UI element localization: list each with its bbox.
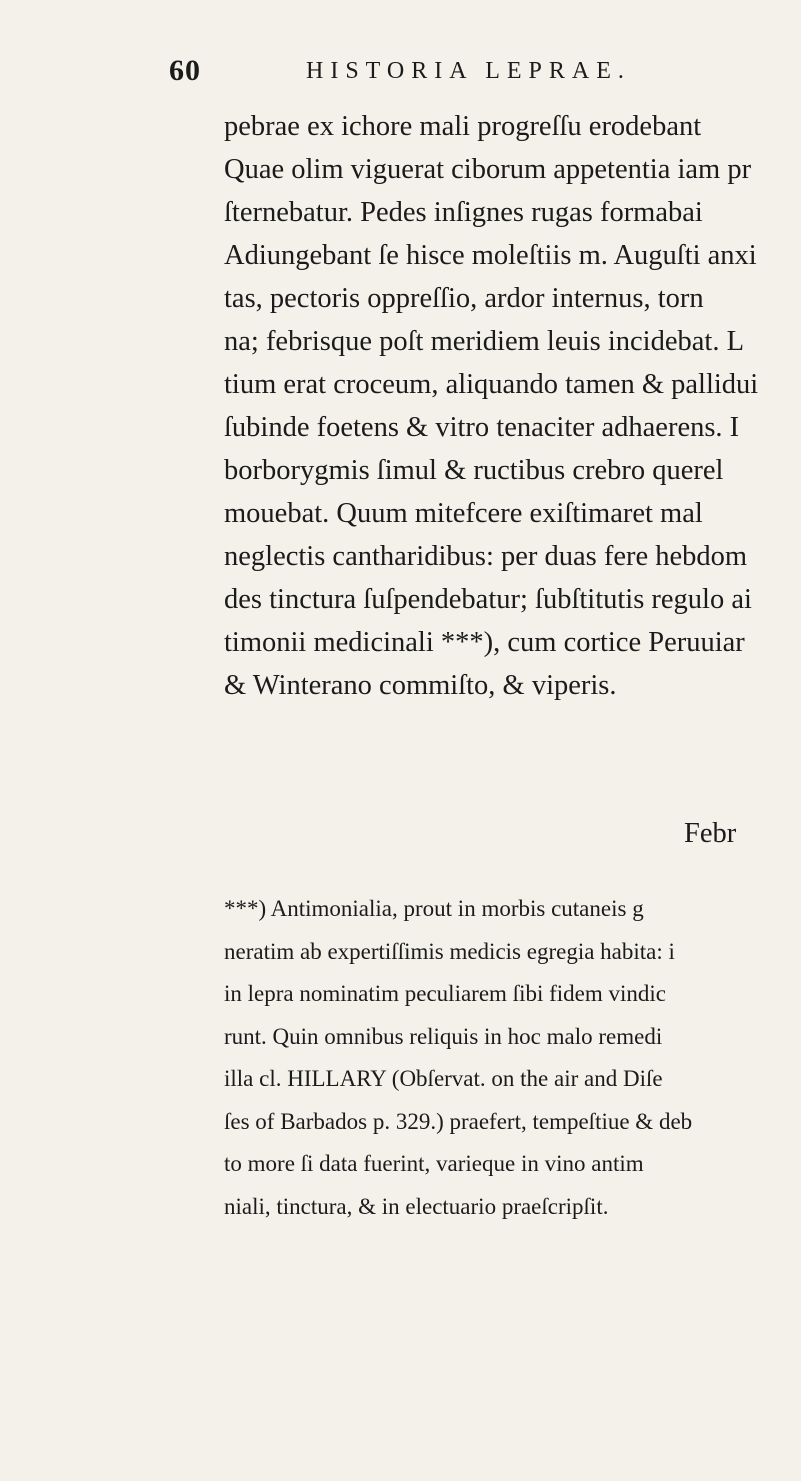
- footnote-line: niali, tinctura, & in electuario praeſcripſit.: [224, 1193, 609, 1219]
- footnote: [224, 888, 801, 1228]
- page-header: [0, 54, 801, 94]
- body-line: Adiungebant ſe hisce moleſtiis m. Auguſti anxi: [224, 240, 757, 271]
- footnote-line: illa cl. HILLARY (Obſervat. on the air and Diſe: [224, 1066, 663, 1091]
- body-line: na; febrisque poſt meridiem leuis incidebat. L: [224, 326, 744, 357]
- body-line: timonii medicinali ***), cum cortice Peruuiar: [224, 627, 745, 658]
- page-number: 60: [169, 54, 201, 87]
- body-line: des tinctura ſuſpendebatur; ſubſtitutis regulo ai: [224, 584, 752, 615]
- footnote-line: to more ſi data fuerint, varieque in vino antim: [224, 1151, 644, 1176]
- footnote-line: ſes of Barbados p. 329.) praefert, tempeſtiue & deb: [224, 1108, 693, 1134]
- body-line: borborygmis ſimul & ructibus crebro querel: [224, 455, 724, 486]
- body-line: neglectis cantharidibus: per duas fere hebdom: [224, 541, 748, 572]
- footnote-line: ***) Antimonialia, prout in morbis cutaneis g: [224, 896, 644, 921]
- body-line: & Winterano commiſto, & viperis.: [224, 670, 617, 701]
- body-line: Quae olim viguerat ciborum appetentia iam pr: [224, 154, 752, 185]
- footnote-line: in lepra nominatim peculiarem ſibi fidem vindic: [224, 981, 666, 1006]
- body-line: ſubinde foetens & vitro tenaciter adhaerens. I: [224, 412, 740, 443]
- body-line: pebrae ex ichore mali progreſſu erodebant: [224, 111, 702, 142]
- body-line: tium erat croceum, aliquando tamen & pallidui: [224, 369, 759, 400]
- body-line: mouebat. Quum mitefcere exiſtimaret mal: [224, 498, 703, 529]
- body-text: [224, 105, 801, 707]
- footnote-line: runt. Quin omnibus reliquis in hoc malo remedi: [224, 1023, 663, 1049]
- running-head: HISTORIA LEPRAE.: [306, 58, 631, 84]
- body-line: tas, pectoris oppreſſio, ardor internus, torn: [224, 283, 704, 314]
- catchword: Febr: [684, 818, 737, 849]
- body-line: ſternebatur. Pedes inſignes rugas formabai: [224, 197, 703, 228]
- footnote-line: neratim ab expertiſſimis medicis egregia habita: i: [224, 938, 675, 964]
